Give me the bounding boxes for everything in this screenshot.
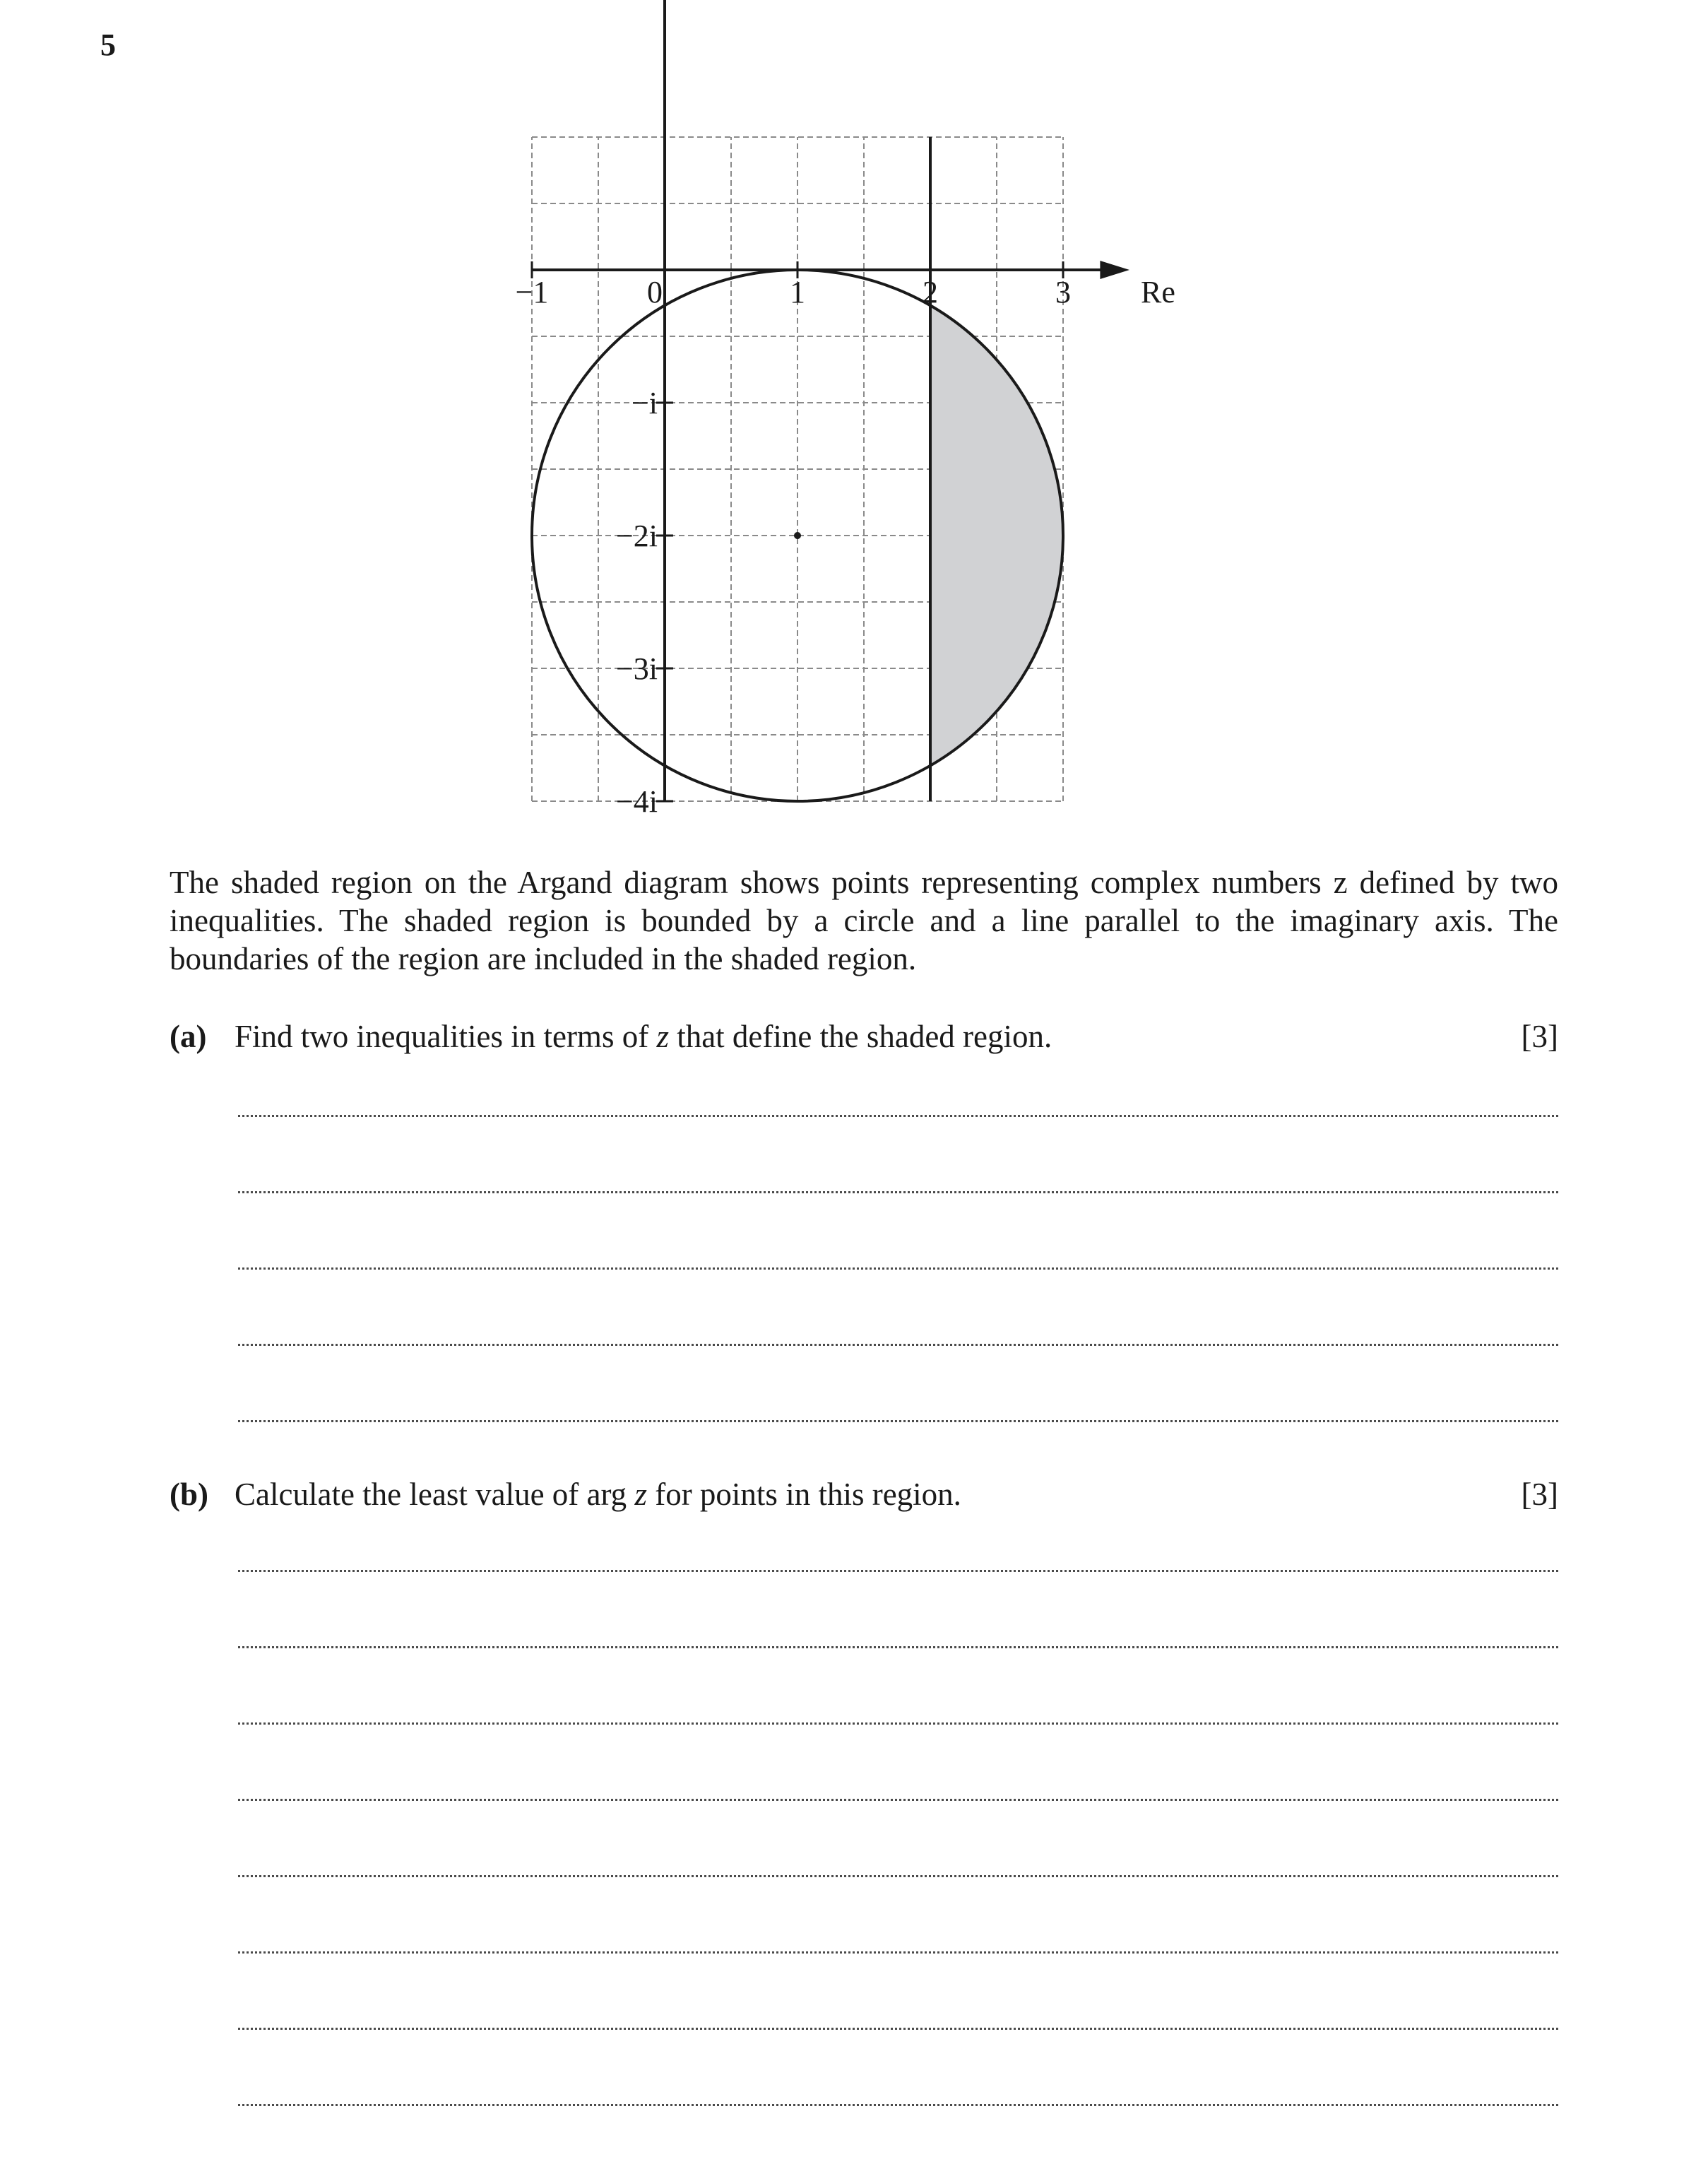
argand-diagram (0, 0, 1708, 848)
part-a-label: (a) (170, 1019, 207, 1054)
part-a (170, 1017, 1558, 1056)
part-a-text-before: Find two inequalities in terms of (235, 1019, 657, 1054)
answer-line[interactable] (238, 1570, 1558, 1572)
part-b-variable: z (634, 1477, 647, 1512)
part-b (170, 1475, 1558, 1513)
part-a-text-after: that define the shaded region. (668, 1019, 1052, 1054)
answer-line[interactable] (238, 1344, 1558, 1346)
question-intro-text: The shaded region on the Argand diagram shows points representing complex numbers z defined by two inequalities. The shaded region is bounded by a circle and a line parallel to the imaginary axis. The boundaries of the region are included in the shaded region. (170, 865, 1558, 976)
answer-line[interactable] (238, 2104, 1558, 2106)
im-tick-label: −2i (615, 519, 658, 553)
re-tick-label: 2 (923, 275, 938, 309)
answer-line[interactable] (238, 1799, 1558, 1801)
part-b-marks: [3] (1521, 1477, 1558, 1512)
circle-center-point (794, 532, 801, 539)
answer-line[interactable] (238, 2028, 1558, 2030)
im-tick-label: −3i (615, 651, 658, 686)
answer-line[interactable] (238, 1420, 1558, 1422)
part-a-marks: [3] (1521, 1019, 1558, 1054)
answer-line[interactable] (238, 1646, 1558, 1648)
question-number: 5 (100, 28, 116, 62)
im-tick-label: −i (631, 386, 658, 420)
re-tick-label: 1 (790, 275, 805, 309)
re-tick-label: −1 (515, 275, 549, 309)
answer-line[interactable] (238, 1875, 1558, 1877)
part-b-text-before: Calculate the least value of arg (235, 1477, 635, 1512)
answer-line[interactable] (238, 1115, 1558, 1117)
answer-line[interactable] (238, 1722, 1558, 1725)
shaded-region (930, 305, 1063, 765)
answer-line[interactable] (238, 1267, 1558, 1270)
real-axis-label: Re (1141, 275, 1175, 309)
answer-line[interactable] (238, 1191, 1558, 1193)
part-b-label: (b) (170, 1477, 208, 1512)
re-tick-label: 3 (1055, 275, 1071, 309)
re-tick-label: 0 (647, 275, 663, 309)
im-tick-label: −4i (615, 784, 658, 819)
part-a-variable: z (656, 1019, 669, 1054)
answer-line[interactable] (238, 1951, 1558, 1954)
part-b-text-after: for points in this region. (646, 1477, 961, 1512)
real-axis-arrowhead (1100, 261, 1129, 279)
